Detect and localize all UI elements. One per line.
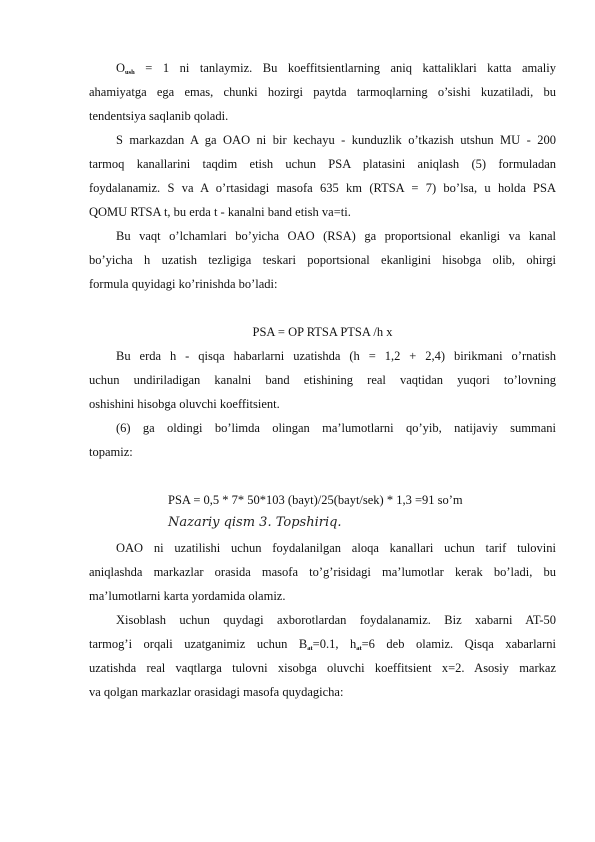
paragraph-7-line-1: Xisoblash uchun quydagi axborotlardan foydalanamiz. Biz xabarni AT-50 [116,613,556,627]
paragraph-2-line-2: tarmoq kanallarini taqdim etish uchun PSA platasini aniqlash (5) formuladan [89,157,556,171]
paragraph-7-text-b: =0.1, h [312,637,357,651]
paragraph-6-line-1: OAO ni uzatilishi uchun foydalanilgan aloqa kanallari uchun tarif tulovini [116,541,556,555]
paragraph-1-text: = 1 ni tanlaymiz. Bu koeffitsientlarning aniq kattaliklari katta amaliy [134,61,556,75]
paragraph-4-line-3: oshishini hisobga oluvchi koeffitsient. [89,397,280,411]
paragraph-5-line-2: topamiz: [89,445,133,459]
subscript-h: at [356,645,362,652]
paragraph-1-line-1 [116,60,556,81]
paragraph-1-line-3: tendentsiya saqlanib qoladi. [89,109,229,123]
paragraph-5-line-1: (6) ga oldingi bo’limda olingan ma’lumotlarni qo’yib, natijaviy summani [116,421,556,435]
paragraph-3-line-1: Bu vaqt o’lchamlari bo’yicha OAO (RSA) ga proportsional ekanligi va kanal [116,229,556,243]
paragraph-2-line-1: S markazdan A ga OAO ni bir kechayu - kunduzlik o’tkazish utshun MU - 200 [116,133,556,147]
paragraph-4-line-1: Bu erda h - qisqa habarlarni uzatishda (h = 1,2 + 2,4) birikmani o’rnatish [116,349,556,363]
paragraph-7-line-2 [89,636,556,657]
coefficient-symbol: O [116,61,126,75]
paragraph-6-line-3: ma’lumotlarni karta yordamida olamiz. [89,589,286,603]
paragraph-4-line-2: uchun undiriladigan kanalni band etishining real vaqtidan yuqori to’lovning [89,373,556,387]
paragraph-2-line-3: foydalanamiz. S va A o’rtasidagi masofa 635 km (RTSA = 7) bo’lsa, u holda PSA [89,181,556,195]
paragraph-3-line-2: bo’yicha h uzatish tezligiga teskari poportsional ekanligini hisobga olib, ohirgi [89,253,556,267]
formula-1: PSA = OP RTSA PTSA /h x [252,325,393,339]
paragraph-7-text-c: =6 deb olamiz. Qisqa xabarlarni [361,637,556,651]
paragraph-7-line-3: uzatishda real vaqtlarga tulovni xisobga oluvchi koeffitsient x=2. Asosiy markaz [89,661,556,675]
section-heading: Nazariy qism 3. Topshiriq. [168,515,342,530]
paragraph-6-line-2: aniqlashda markazlar orasida masofa to’g’risidagi ma’lumotlar kerak bo’ladi, bu [89,565,556,579]
paragraph-1-line-2: ahamiyatga ega emas, chunki hozirgi paytda tarmoqlarning o’sishi kuzatiladi, bu [89,85,556,99]
coefficient-subscript: ush [125,69,135,76]
paragraph-7-line-4: va qolgan markazlar orasidagi masofa quydagicha: [89,685,344,699]
paragraph-2-line-4: QOMU RTSA t, bu erda t - kanalni band etish va=ti. [89,205,351,219]
formula-2: PSA = 0,5 * 7* 50*103 (bayt)/25(bayt/sek) * 1,3 =91 so’m [168,493,463,507]
paragraph-3-line-3: formula quyidagi ko’rinishda bo’ladi: [89,277,278,291]
paragraph-7-text-a: tarmog’i orqali uzatganimiz uchun B [89,637,308,651]
subscript-b: at [307,645,313,652]
